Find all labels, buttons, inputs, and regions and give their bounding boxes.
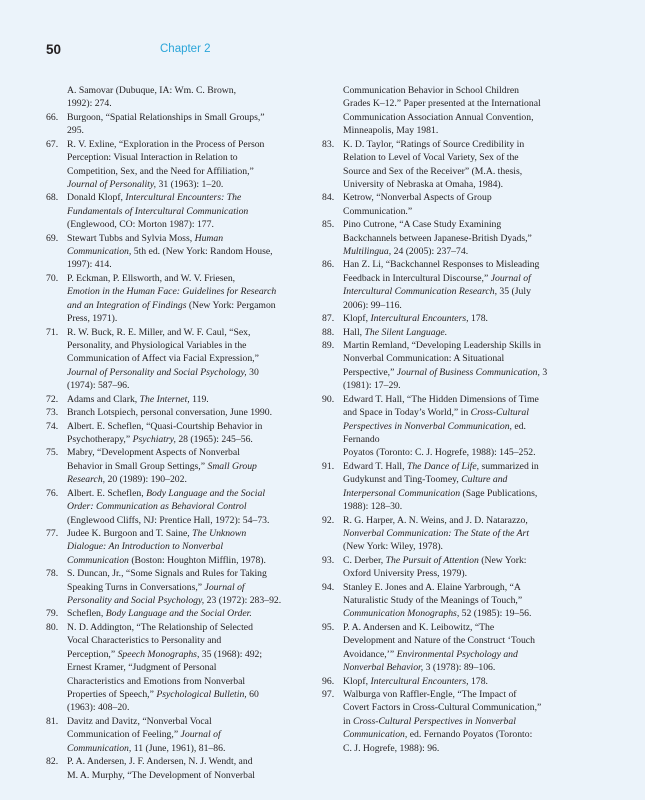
- note-text: Albert. E. Scheflen, “Quasi-Courtship Behavior in Psychotherapy,” Psychiatry, 28 (1965): 245–56.: [67, 420, 263, 445]
- note-text: N. D. Addington, “The Relationship of Selected Vocal Characteristics to Personality and Perception,” Speech Monographs, 35 (1968): 492; Ernest Kramer, “Judgment of Personal Characteristics and Emotions from Nonverbal Properties of Speech,” Psychological Bulletin, 60 (1963): 408–20.: [67, 621, 263, 714]
- note-number: 91.: [322, 460, 335, 472]
- note-number: 88.: [322, 326, 335, 338]
- note-number: 80.: [46, 621, 59, 633]
- notes-right-column: [322, 84, 558, 755]
- note-text: Donald Klopf, Intercultural Encounters: The Fundamentals of Intercultural Communication (Englewood, CO: Morton 1987): 177.: [67, 192, 249, 231]
- note-text: A. Samovar (Dubuque, IA: Wm. C. Brown, 1992): 274.: [67, 85, 237, 110]
- note-text: P. Eckman, P. Ellsworth, and W. V. Friesen, Emotion in the Human Face: Guidelines for Research and an Integration of Findings (New York: Pergamon Press, 1971).: [67, 272, 277, 325]
- note-entry: [46, 393, 282, 406]
- note-number: 81.: [46, 715, 59, 727]
- note-text: Edward T. Hall, The Dance of Life, summarized in Gudykunst and Ting-Toomey, Culture and Interpersonal Communication (Sage Publications, 1988): 128–30.: [343, 460, 539, 513]
- note-entry: [46, 567, 282, 607]
- note-text: Stanley E. Jones and A. Elaine Yarbrough, “A Naturalistic Study of the Meanings of Touch,” Communication Monographs, 52 (1985): 19–56.: [343, 581, 532, 620]
- note-entry: [46, 755, 282, 782]
- note-entry: [322, 258, 558, 312]
- note-text: Martin Remland, “Developing Leadership Skills in Nonverbal Communication: A Situational Perspective,” Journal of Business Communication, 3 (1981): 17–29.: [343, 340, 548, 392]
- note-text: Klopf, Intercultural Encounters, 178.: [343, 675, 488, 687]
- note-entry-continued: [46, 84, 282, 111]
- note-entry: [322, 675, 558, 688]
- note-entry: [322, 191, 558, 218]
- note-entry: [46, 138, 282, 192]
- note-number: 73.: [46, 407, 59, 419]
- note-entry-continued: [322, 84, 558, 138]
- note-number: 90.: [322, 393, 335, 405]
- note-text: Walburga von Raffler-Engle, “The Impact of Covert Factors in Cross-Cultural Communication,” in Cross-Cultural Perspectives in Nonverbal Communication, ed. Fernando Poyatos (Toronto: C. J. Hogrefe, 1988): 96.: [343, 688, 542, 754]
- note-text: Judee K. Burgoon and T. Saine, The Unknown Dialogue: An Introduction to Nonverbal Communication (Boston: Houghton Mifflin, 1978).: [67, 527, 266, 566]
- note-entry: [322, 138, 558, 192]
- note-text: C. Derber, The Pursuit of Attention (New York: Oxford University Press, 1979).: [343, 554, 527, 580]
- note-text: Klopf, Intercultural Encounters, 178.: [343, 313, 488, 325]
- note-number: 71.: [46, 326, 59, 338]
- note-text: Davitz and Davitz, “Nonverbal Vocal Communication of Feeling,” Journal of Communication, 11 (June, 1961), 81–86.: [67, 715, 226, 754]
- note-entry: [46, 326, 282, 393]
- note-text: R. G. Harper, A. N. Weins, and J. D. Natarazzo, Nonverbal Communication: The State of the Art (New York: Wiley, 1978).: [343, 514, 530, 553]
- note-entry: [322, 581, 558, 621]
- note-number: 93.: [322, 554, 335, 566]
- chapter-title: Chapter 2: [160, 43, 211, 55]
- note-entry: [46, 487, 282, 527]
- note-entry: [46, 446, 282, 486]
- note-number: 67.: [46, 138, 59, 150]
- note-text: Branch Lotspiech, personal conversation, June 1990.: [67, 407, 272, 419]
- note-text: Communication Behavior in School Children Grades K–12.” Paper presented at the International Communication Association Annual Convention, Minneapolis, May 1981.: [343, 85, 541, 137]
- note-number: 86.: [322, 259, 335, 271]
- note-entry: [46, 111, 282, 138]
- note-number: 70.: [46, 272, 59, 284]
- note-entry: [46, 191, 282, 231]
- note-text: Han Z. Li, “Backchannel Responses to Misleading Feedback in Intercultural Discourse,” Journal of Intercultural Communication Research, 35 (July 2006): 99–116.: [343, 259, 540, 311]
- note-text: Ketrow, “Nonverbal Aspects of Group Communication.”: [343, 192, 492, 217]
- note-number: 68.: [46, 192, 59, 204]
- note-entry: [322, 554, 558, 581]
- note-number: 79.: [46, 608, 59, 620]
- note-text: Stewart Tubbs and Sylvia Moss, Human Communication, 5th ed. (New York: Random House, 1997): 414.: [67, 232, 273, 271]
- note-entry: [46, 621, 282, 715]
- note-number: 87.: [322, 313, 335, 325]
- note-entry: [46, 406, 282, 419]
- note-text: R. W. Buck, R. E. Miller, and W. F. Caul, “Sex, Personality, and Physiological Variables in the Communication of Affect via Facial Expression,” Journal of Personality and Social Psychology, 30 (1974): 587–96.: [67, 326, 259, 392]
- note-number: 78.: [46, 568, 59, 580]
- note-entry: [46, 527, 282, 567]
- note-number: 83.: [322, 138, 335, 150]
- note-entry: [322, 326, 558, 339]
- note-entry: [322, 688, 558, 755]
- page-number: 50: [46, 42, 62, 57]
- note-number: 89.: [322, 340, 335, 352]
- note-text: R. V. Exline, “Exploration in the Process of Person Perception: Visual Interaction in Relation to Competition, Sex, and the Need for Affiliation,” Journal of Personality, 31 (1963): 1–20.: [67, 138, 265, 190]
- note-number: 75.: [46, 447, 59, 459]
- note-text: Albert. E. Scheflen, Body Language and the Social Order: Communication as Behavioral Control (Englewood Cliffs, NJ: Prentice Hall, 1972): 54–73.: [67, 487, 270, 526]
- note-number: 84.: [322, 192, 335, 204]
- note-number: 69.: [46, 232, 59, 244]
- note-number: 95.: [322, 621, 335, 633]
- note-entry: [322, 621, 558, 675]
- note-text: Adams and Clark, The Internet, 119.: [67, 393, 209, 405]
- note-text: Hall, The Silent Language.: [343, 326, 448, 338]
- note-number: 85.: [322, 219, 335, 231]
- note-number: 94.: [322, 581, 335, 593]
- note-text: K. D. Taylor, “Ratings of Source Credibility in Relation to Level of Vocal Variety, Sex of the Source and Sex of the Receiver” (M.A. thesis, University of Nebraska at Omaha, 1984).: [343, 138, 525, 190]
- note-entry: [46, 232, 282, 272]
- note-number: 74.: [46, 420, 59, 432]
- note-entry: [46, 272, 282, 326]
- note-number: 77.: [46, 527, 59, 539]
- note-entry: [46, 420, 282, 447]
- note-text: Pino Cutrone, “A Case Study Examining Backchannels between Japanese-British Dyads,” Multilingua, 24 (2005): 237–74.: [343, 219, 532, 258]
- note-entry: [322, 339, 558, 393]
- note-number: 82.: [46, 756, 59, 768]
- note-number: 92.: [322, 514, 335, 526]
- note-text: S. Duncan, Jr., “Some Signals and Rules for Taking Speaking Turns in Conversations,” Journal of Personality and Social Psychology, 23 (1972): 283–92.: [67, 568, 282, 607]
- note-number: 96.: [322, 675, 335, 687]
- note-text: Mabry, “Development Aspects of Nonverbal Behavior in Small Group Settings,” Small Group Research, 20 (1989): 190–202.: [67, 447, 257, 486]
- note-entry: [322, 460, 558, 514]
- note-entry: [322, 218, 558, 258]
- note-entry: [322, 514, 558, 554]
- note-text: Edward T. Hall, “The Hidden Dimensions of Time and Space in Today’s World,” in Cross-Cultural Perspectives in Nonverbal Communication, ed. Fernando Poyatos (Toronto: C. J. Hogrefe, 1988): 145–252.: [343, 393, 539, 459]
- note-number: 76.: [46, 487, 59, 499]
- note-number: 66.: [46, 111, 59, 123]
- note-text: P. A. Andersen and K. Leibowitz, “The Development and Nature of the Construct ‘Touch Avoidance,’” Environmental Psychology and Nonverbal Behavior, 3 (1978): 89–106.: [343, 621, 535, 674]
- note-entry: [322, 393, 558, 460]
- note-entry: [322, 312, 558, 325]
- note-entry: [46, 607, 282, 620]
- note-text: Burgoon, “Spatial Relationships in Small Groups,” 295.: [67, 111, 265, 137]
- note-number: 72.: [46, 393, 59, 405]
- note-number: 97.: [322, 688, 335, 700]
- note-entry: [46, 715, 282, 755]
- note-text: Scheflen, Body Language and the Social Order.: [67, 608, 252, 620]
- notes-left-column: [46, 84, 282, 782]
- note-text: P. A. Andersen, J. F. Andersen, N. J. Wendt, and M. A. Murphy, “The Development of Nonverbal: [67, 756, 255, 781]
